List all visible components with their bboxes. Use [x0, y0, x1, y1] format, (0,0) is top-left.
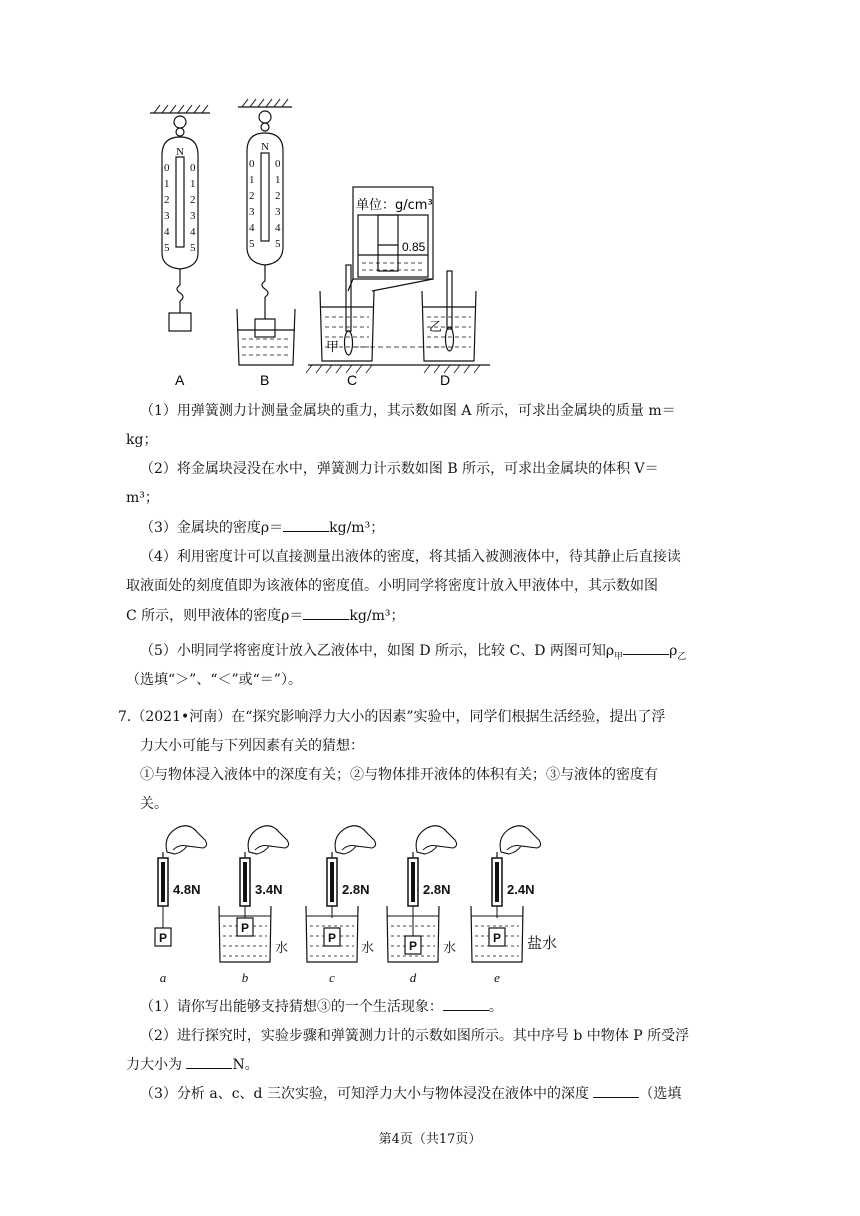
svg-text:1: 1 — [275, 174, 281, 186]
answer-blank — [443, 998, 489, 1011]
reading-e: 2.4N — [507, 882, 535, 897]
q6-part2: （2）将金属块浸没在水中，弹簧测力计示数如图 B 所示，可求出金属块的体积 V＝ — [140, 461, 659, 477]
svg-text:4: 4 — [249, 222, 255, 234]
q7-stem-line4: 关。 — [140, 796, 168, 812]
svg-text:0: 0 — [275, 158, 281, 170]
step-label-c: c — [329, 970, 335, 985]
q6-part4-unit: kg/m³； — [349, 608, 405, 624]
svg-text:4: 4 — [164, 226, 170, 238]
liquid-c: 水 — [361, 941, 375, 956]
q7-part2-unit: N。 — [232, 1057, 259, 1073]
block-label-b: P — [240, 921, 250, 935]
fig-label-d: D — [440, 372, 451, 388]
fig-label-a: A — [175, 372, 185, 388]
fig-label-b: B — [260, 372, 270, 388]
svg-text:0: 0 — [249, 158, 255, 170]
q6-part4-text: C 所示，则甲液体的密度ρ＝ — [126, 608, 304, 624]
q7-stem-line1: 7.（2021•河南）在“探究影响浮力大小的因素”实验中，同学们根据生活经验，提出了浮 — [118, 709, 666, 725]
svg-text:2: 2 — [164, 194, 170, 206]
q6-part5-rho: ρ — [669, 643, 678, 659]
q6-part5-text: （5）小明同学将密度计放入乙液体中，如图 D 所示，比较 C、D 两图可知ρ — [140, 643, 615, 659]
step-label-e: e — [494, 970, 500, 985]
q7-part1-text: （1）请你写出能够支持猜想③的一个生活现象： — [140, 999, 443, 1015]
answer-blank — [283, 519, 329, 532]
q7-stem-line3: ①与物体浸入液体中的深度有关；②与物体排开液体的体积有关；③与液体的密度有 — [140, 767, 658, 783]
svg-text:3: 3 — [275, 206, 281, 218]
block-label-e: P — [492, 931, 502, 945]
figure-buoyancy — [145, 822, 575, 992]
block-label-a: P — [158, 931, 168, 945]
svg-text:3: 3 — [164, 210, 170, 222]
svg-text:4: 4 — [190, 226, 196, 238]
reading-a: 4.8N — [173, 882, 201, 897]
answer-blank — [186, 1056, 232, 1069]
step-label-b: b — [241, 970, 249, 985]
reading-c: 2.8N — [342, 882, 370, 897]
svg-text:5: 5 — [249, 238, 255, 250]
q6-part5-line2: （选填“＞”、“＜”或“＝”）。 — [126, 672, 302, 688]
step-label-a: a — [159, 970, 167, 985]
q7-part1 — [140, 997, 740, 1017]
svg-text:5: 5 — [275, 238, 281, 250]
liquid-d: 水 — [443, 941, 457, 956]
svg-text:3: 3 — [190, 210, 196, 222]
svg-text:0: 0 — [164, 162, 170, 174]
q7-part1-end: 。 — [488, 999, 503, 1015]
svg-text:1: 1 — [164, 178, 170, 190]
q7-part2-text: 力大小为 — [126, 1057, 187, 1073]
liquid-jia-label: 甲 — [326, 340, 340, 355]
q6-part1-text: （1）用弹簧测力计测量金属块的重力，其示数如图 A 所示，可求出金属块的质量 m＝ — [140, 403, 676, 419]
q6-part5-line1 — [140, 641, 740, 667]
q6-part2-unit: m³； — [126, 490, 159, 506]
scale-letter-a: N — [176, 146, 184, 158]
liquid-b: 水 — [275, 941, 289, 956]
svg-text:0: 0 — [190, 162, 196, 174]
svg-text:3: 3 — [249, 206, 255, 218]
svg-text:5: 5 — [164, 242, 170, 254]
answer-blank — [303, 607, 349, 620]
q7-part3-end: （选填 — [639, 1086, 682, 1102]
scale-letter-b: N — [261, 141, 269, 153]
fig-label-c: C — [347, 372, 358, 388]
answer-blank — [623, 642, 669, 655]
reading-b: 3.4N — [255, 882, 283, 897]
q7-stem-line2: 力大小可能与下列因素有关的猜想： — [140, 738, 364, 754]
reading-d: 2.8N — [423, 882, 451, 897]
block-label-d: P — [408, 939, 418, 953]
q7-part2-line2 — [126, 1055, 726, 1075]
rho-sub-yi: 乙 — [677, 651, 687, 662]
svg-text:2: 2 — [275, 190, 281, 202]
svg-text:5: 5 — [190, 242, 196, 254]
page-footer: 第4页（共17页） — [378, 1132, 482, 1147]
liquid-yi-label: 乙 — [429, 320, 443, 335]
q6-part3-text: （3）金属块的密度ρ＝ — [140, 520, 284, 536]
svg-text:2: 2 — [249, 190, 255, 202]
figure-density — [140, 95, 520, 395]
q7-part2-line1: （2）进行探究时，实验步骤和弹簧测力计的示数如图所示。其中序号 b 中物体 P 所受浮 — [140, 1028, 690, 1044]
q6-part4-line3 — [126, 606, 726, 626]
answer-blank — [593, 1085, 639, 1098]
q7-part3 — [140, 1084, 740, 1104]
liquid-e: 盐水 — [527, 934, 558, 952]
svg-text:1: 1 — [249, 174, 255, 186]
q6-part3 — [140, 518, 740, 538]
inset-value: 0.85 — [402, 240, 426, 254]
rho-sub-jia: 甲 — [614, 651, 624, 662]
q6-part1-unit: kg； — [126, 432, 158, 448]
q6-part1 — [140, 401, 740, 421]
svg-text:4: 4 — [275, 222, 281, 234]
q7-part3-text: （3）分析 a、c、d 三次实验，可知浮力大小与物体浸没在液体中的深度 — [140, 1086, 594, 1102]
svg-text:1: 1 — [190, 178, 196, 190]
q6-part3-unit: kg/m³； — [329, 520, 385, 536]
q6-part4-line2: 取液面处的刻度值即为该液体的密度值。小明同学将密度计放入甲液体中，其示数如图 — [126, 578, 658, 594]
step-label-d: d — [409, 970, 417, 985]
inset-unit: 单位：g/cm³ — [356, 198, 433, 213]
block-label-c: P — [327, 931, 337, 945]
scale-marks — [164, 141, 281, 254]
svg-text:2: 2 — [190, 194, 196, 206]
q6-part4-line1: （4）利用密度计可以直接测量出液体的密度，将其插入被测液体中，待其静止后直接读 — [140, 549, 681, 565]
